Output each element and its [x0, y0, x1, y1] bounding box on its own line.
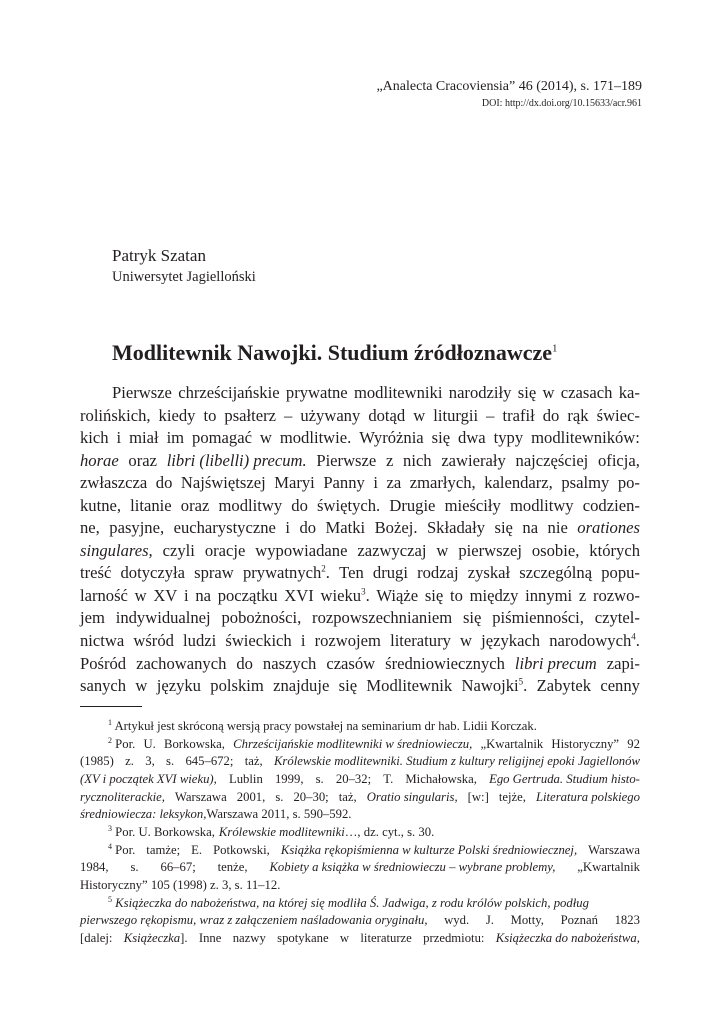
footnote-ref-2[interactable]: 2	[321, 563, 326, 574]
footnote-separator	[80, 706, 142, 707]
body-line: treść dotyczyła spraw prywatnych$^2$. Ten drugi rodzaj zyskał szczególną popu-	[80, 563, 640, 583]
footnote-3: $^3$ Por. U. Borkowska, Królewskie modlitewniki…, dz. cyt., s. 30.	[108, 823, 435, 839]
footnote-ref-3[interactable]: 3	[361, 586, 366, 597]
body-line: nictwa wśród ludzi świeckich i rozwojem literatury w językach narodowych$^4$.	[80, 631, 640, 651]
article-title-text: Modlitewnik Nawojki. Studium źródłoznawcze	[112, 340, 552, 365]
footnote-line: (1985) z. 3, s. 645–672; taż, Królewskie modlitewniki. Studium z kultury religijnej epoki Jagiellonów	[80, 754, 640, 769]
footnote-number: 4	[108, 841, 112, 851]
article-title	[112, 338, 558, 368]
footnote-line: rycznoliterackie, Warszawa 2001, s. 20–30; taż, Oratio singularis, [w:] tejże, Literatura polskiego	[80, 789, 640, 804]
footnote-number: 1	[108, 717, 112, 727]
footnote-1: $^1$ Artykuł jest skróconą wersją pracy powstałej na seminarium dr hab. Lidii Korczak.	[108, 717, 537, 733]
footnote-number: 3	[108, 823, 112, 833]
doi-link[interactable]: DOI: http://dx.doi.org/10.15633/acr.961	[481, 98, 642, 109]
footnote-line: (XV i początek XVI wieku), Lublin 1999, s. 20–32; T. Michałowska, Ego Gertruda. Studium histo-	[80, 771, 640, 786]
body-line: kutne, litanie oraz modlitwy do świętych. Drugie mieściły modlitwy codzien-	[80, 495, 640, 515]
body-line: sanych w języku polskim znajduje się Modlitewnik Nawojki$^5$. Zabytek cenny	[80, 676, 640, 696]
footnote-line: Historyczny” 105 (1998) z. 3, s. 11–12.	[80, 877, 281, 892]
journal-citation: „Analecta Cracoviensia” 46 (2014), s. 171–189	[376, 79, 642, 94]
footnote-number: 2	[108, 735, 112, 745]
body-line: Pierwsze chrześcijańskie prywatne modlitewniki narodziły się w czasach ka-	[112, 383, 640, 402]
footnote-4: $^4$ Por. tamże; E. Potkowski, Książka rękopiśmienna w kulturze Polski średniowiecznej, Warszawa	[108, 841, 640, 857]
footnote-number: 5	[108, 894, 112, 904]
author-affiliation: Uniwersytet Jagielloński	[112, 269, 256, 285]
footnote-5: $^5$ Książeczka do nabożeństwa, na której się modliła Ś. Jadwiga, z rodu królów polskich, podług	[108, 894, 589, 910]
footnote-2: $^2$ Por. U. Borkowska, Chrześcijańskie modlitewniki w średniowieczu, „Kwartalnik Historyczny” 92	[108, 735, 640, 751]
author-name: Patryk Szatan	[112, 246, 206, 265]
footnote-ref-4[interactable]: 4	[631, 631, 636, 642]
body-line: Pośród zachowanych do naszych czasów średniowiecznych libri precum zapi-	[80, 653, 640, 673]
journal-header	[376, 78, 642, 112]
body-line: singulares, czyli oracje wypowiadane zazwyczaj w pierwszej osobie, których	[80, 540, 640, 560]
body-paragraph	[80, 382, 640, 698]
footnote-line: 1984, s. 66–67; tenże, Kobiety a książka w średniowieczu – wybrane problemy, „Kwartalnik	[80, 860, 640, 875]
footnote-line: pierwszego rękopismu, wraz z załączeniem naśladowania oryginału, wyd. J. Motty, Poznań 1823	[80, 913, 640, 928]
footnote-line: średniowiecza: leksykon, Warszawa 2011, s. 590–592.	[80, 807, 352, 822]
body-line: larność w XV i na początku XVI wieku$^3$. Wiąże się to między innymi z rozwo-	[80, 585, 640, 605]
body-line: jem indywidualnej pobożności, rozpowszechnianiem się piśmienności, czytel-	[80, 608, 640, 628]
body-line: zwłaszcza do Najświętszej Maryi Panny i za zmarłych, kalendarz, psalmy po-	[80, 473, 640, 493]
footnotes	[80, 718, 640, 948]
body-line: kich i miał im pomagać w modlitwie. Wyróżnia się dwa typy modlitewników:	[80, 428, 640, 448]
body-line: horae oraz libri (libelli) precum. Pierwsze z nich zawierały najczęściej oficja,	[80, 450, 640, 470]
footnote-ref-1[interactable]: 1	[552, 342, 558, 355]
body-line: ne, pasyjne, eucharystyczne i do Matki Bożej. Składały się na nie orationes	[80, 518, 640, 538]
footnote-line: [dalej: Książeczka]. Inne nazwy spotykane w literaturze przedmiotu: Książeczka do nabożeństwa,	[80, 930, 640, 945]
footnote-ref-5[interactable]: 5	[518, 676, 524, 687]
body-line: rolińskich, kiedy to psałterz – używany dotąd w liturgii – trafił do rąk świec-	[80, 405, 640, 425]
